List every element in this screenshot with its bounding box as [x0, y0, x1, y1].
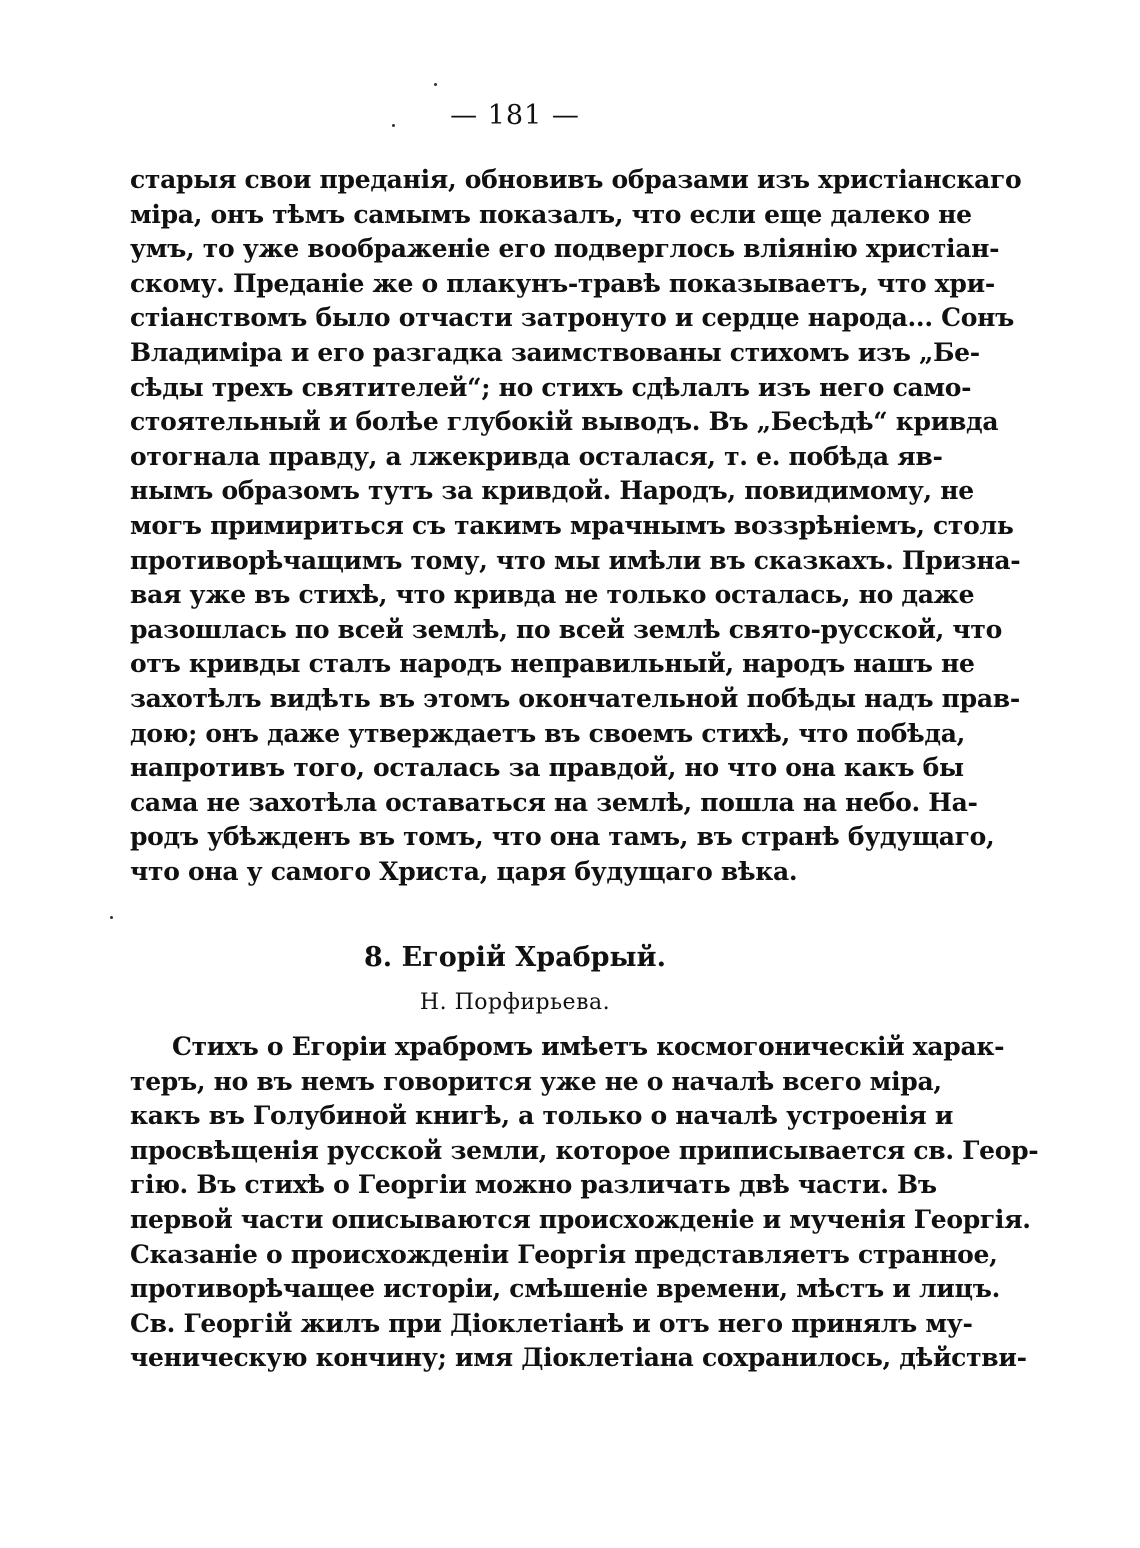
text-line: скому. Преданіе же о плакунъ-травѣ показываетъ, что хри- — [130, 268, 995, 298]
text-line: первой части описываются происхожденіе и мученія Георгія. — [130, 1204, 1031, 1234]
text-line: родъ убѣжденъ въ томъ, что она тамъ, въ странѣ будущаго, — [130, 822, 995, 852]
text-line: нымъ образомъ тутъ за кривдой. Народъ, повидимому, не — [130, 476, 974, 506]
scan-speck — [434, 83, 437, 86]
text-line: сама не захотѣла оставаться на землѣ, пошла на небо. На- — [130, 787, 978, 817]
text-line: разошлась по всей землѣ, по всей землѣ свято-русской, что — [130, 614, 1002, 644]
text-line: отъ кривды сталъ народъ неправильный, народъ нашъ не — [130, 649, 975, 679]
text-line: отогнала правду, а лжекривда осталася, т. е. побѣда яв- — [130, 441, 943, 471]
text-line: сѣды трехъ святителей“; но стихъ сдѣлалъ изъ него само- — [130, 372, 972, 402]
text-line: просвѣщенія русской земли, которое приписывается св. Геор- — [130, 1135, 1039, 1165]
scan-speck — [392, 124, 395, 127]
paragraph-1 — [130, 163, 1022, 889]
text-line: могъ примириться съ такимъ мрачнымъ воззрѣніемъ, столь — [130, 510, 1014, 540]
text-line: какъ въ Голубиной книгѣ, а только о началѣ устроенія и — [130, 1101, 954, 1131]
text-line: противорѣчащее исторіи, смѣшеніе времени, мѣстъ и лицъ. — [130, 1274, 1000, 1304]
page-number: — 181 — — [450, 100, 580, 131]
paragraph-2 — [130, 1030, 1039, 1376]
text-line: старыя свои преданія, обновивъ образами изъ христіанскаго — [130, 165, 1022, 194]
text-line: напротивъ того, осталась за правдой, но что она какъ бы — [130, 753, 964, 783]
text-line: дою; онъ даже утверждаетъ въ своемъ стихѣ, что побѣда, — [130, 718, 966, 748]
text-line: стіанствомъ было отчасти затронуто и сердце народа... Сонъ — [130, 303, 1014, 333]
text-line: ченическую кончину; имя Діоклетіана сохранилось, дѣйстви- — [130, 1343, 1027, 1373]
text-line: теръ, но въ немъ говорится уже не о началѣ всего міра, — [130, 1066, 942, 1096]
text-line: захотѣлъ видѣть въ этомъ окончательной побѣды надъ прав- — [130, 683, 1020, 713]
text-line: Стихъ о Егоріи храбромъ имѣетъ космогоническій харак- — [172, 1032, 1005, 1061]
text-line: стоятельный и болѣе глубокій выводъ. Въ „Бесѣдѣ“ кривда — [130, 407, 999, 437]
section-title: 8. Егорій Храбрый. — [364, 942, 666, 973]
text-line: міра, онъ тѣмъ самымъ показалъ, что если еще далеко не — [130, 199, 972, 229]
text-line: Владиміра и его разгадка заимствованы стихомъ изъ „Бе- — [130, 337, 980, 367]
section-author: Н. Порфирьева. — [419, 990, 611, 1015]
text-line: Св. Георгій жилъ при Діоклетіанѣ и отъ него принялъ му- — [130, 1308, 973, 1338]
text-line: гію. Въ стихѣ о Георгіи можно различать двѣ части. Въ — [130, 1170, 937, 1200]
text-line: что она у самого Христа, царя будущаго вѣка. — [130, 856, 798, 886]
scan-speck — [110, 916, 113, 919]
text-line: Сказаніе о происхожденіи Георгія представляетъ странное, — [130, 1239, 998, 1269]
text-line: противорѣчащимъ тому, что мы имѣли въ сказкахъ. Призна- — [130, 545, 1021, 575]
text-line: умъ, то уже воображеніе его подверглось вліянію христіан- — [130, 234, 1000, 264]
text-line: вая уже въ стихѣ, что кривда не только осталась, но даже — [130, 580, 975, 610]
